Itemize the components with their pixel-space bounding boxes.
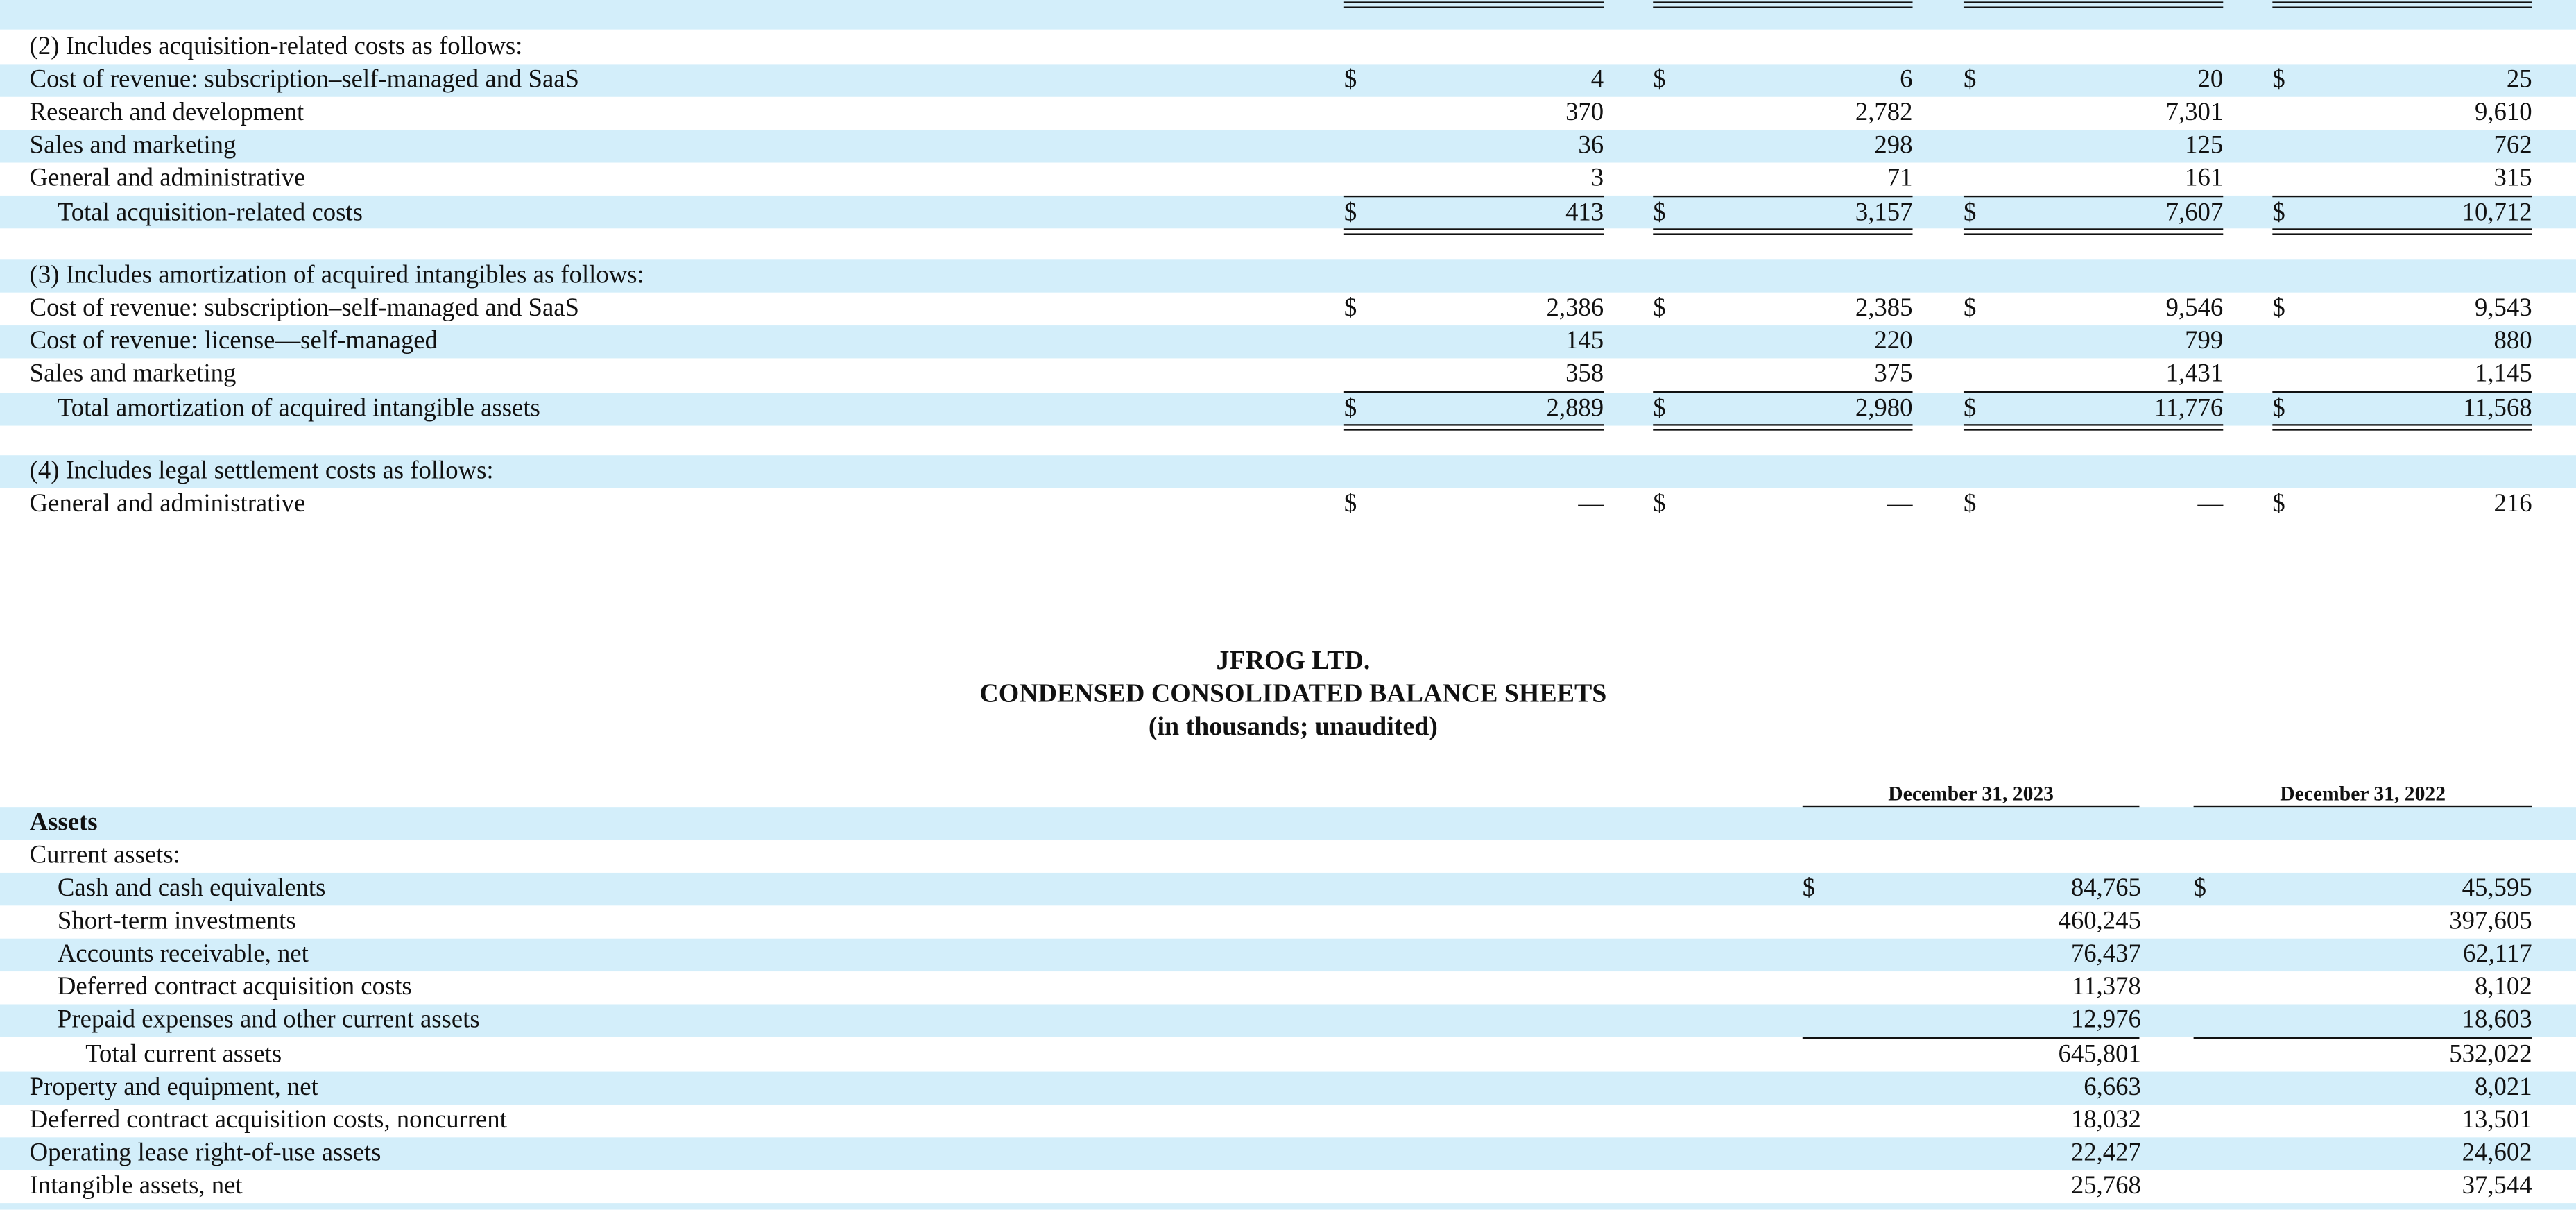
cell-value: 45,595 (2462, 874, 2532, 903)
total-value: 7,607 (2165, 198, 2224, 227)
double-rule (1653, 1, 1912, 8)
cell-value: 799 (2185, 327, 2224, 355)
cell-value: 315 (2493, 164, 2532, 193)
cell-value: 2,386 (1546, 294, 1604, 323)
cell-value: 145 (1565, 327, 1604, 355)
total-label: Total acquisition-related costs (57, 198, 363, 227)
cell-value: 25,768 (2070, 1172, 2141, 1200)
cell-value: 6 (1900, 65, 1913, 94)
cell-value: 71 (1887, 164, 1913, 193)
row-band (0, 807, 2576, 840)
row-band (0, 1203, 2576, 1209)
cell-value: 1,431 (2165, 359, 2224, 389)
double-rule (1964, 424, 2223, 430)
row-label: Property and equipment, net (29, 1073, 318, 1102)
total-value: 3,157 (1855, 198, 1913, 227)
row-label: Cash and cash equivalents (57, 874, 326, 903)
currency-symbol: $ (2193, 874, 2206, 903)
total-value: 10,712 (2462, 198, 2532, 227)
row-label: Deferred contract acquisition costs, noncurrent (29, 1106, 507, 1134)
cell-value: 6,663 (2084, 1073, 2141, 1102)
cell-value: 62,117 (2462, 940, 2532, 969)
currency-symbol: $ (1653, 65, 1666, 94)
currency-symbol: $ (1653, 294, 1666, 323)
section-heading: (4) Includes legal settlement costs as follows: (29, 457, 494, 485)
row-label: Intangible assets, net (29, 1172, 243, 1200)
currency-symbol: $ (1653, 198, 1666, 227)
cell-value: 1,145 (2475, 359, 2532, 389)
cell-value: 216 (2493, 489, 2532, 518)
double-rule (1964, 228, 2223, 235)
currency-symbol: $ (1343, 489, 1357, 518)
row-label: Cost of revenue: subscription–self-managed and SaaS (29, 65, 579, 94)
cell-value: 358 (1565, 359, 1604, 389)
cell-value: — (2197, 489, 2224, 518)
cell-value: 24,602 (2462, 1139, 2532, 1167)
currency-symbol: $ (1802, 874, 1816, 903)
row-label: General and administrative (29, 164, 306, 193)
double-rule (1344, 424, 1604, 430)
cell-value: 9,543 (2475, 294, 2532, 323)
currency-symbol: $ (1963, 394, 1977, 423)
currency-symbol: $ (1343, 198, 1357, 227)
cell-value: 2,782 (1855, 99, 1913, 127)
row-band (0, 1072, 2576, 1105)
row-band (0, 873, 2576, 905)
row-label: Prepaid expenses and other current assets (57, 1005, 480, 1034)
cell-value: 36 (1578, 131, 1604, 160)
cell-value: 220 (1874, 327, 1913, 355)
row-label: Accounts receivable, net (57, 940, 309, 969)
cell-value: 76,437 (2070, 940, 2141, 969)
double-rule (2272, 1, 2532, 8)
cell-value: 7,301 (2165, 99, 2224, 127)
subsection-heading: Current assets: (29, 841, 180, 870)
cell-value: 11,378 (2072, 973, 2141, 1001)
double-rule (1653, 424, 1912, 430)
cell-value: 25 (2506, 65, 2532, 94)
cell-value: 18,032 (2070, 1106, 2141, 1134)
cell-value: 84,765 (2070, 874, 2141, 903)
double-rule (1964, 1, 2223, 8)
row-band (0, 939, 2576, 971)
statement-subtitle: (in thousands; unaudited) (1148, 713, 1438, 742)
double-rule (2272, 228, 2532, 235)
section-heading: (3) Includes amortization of acquired intangibles as follows: (29, 261, 644, 289)
cell-value: 3 (1590, 164, 1604, 193)
cell-value: 18,603 (2462, 1005, 2532, 1034)
cell-value: 298 (1874, 131, 1913, 160)
cell-value: 12,976 (2070, 1005, 2141, 1034)
section-heading: (2) Includes acquisition-related costs as follows: (29, 33, 523, 61)
cell-value: 22,427 (2070, 1139, 2141, 1167)
double-rule (1344, 228, 1604, 235)
cell-value: 9,610 (2475, 99, 2532, 127)
cell-value: 4 (1590, 65, 1604, 94)
currency-symbol: $ (1343, 394, 1357, 423)
header-rule (2194, 806, 2532, 807)
subtotal-rule (1344, 196, 1604, 197)
currency-symbol: $ (1653, 394, 1666, 423)
cell-value: 370 (1565, 99, 1604, 127)
cell-value: 20 (2197, 65, 2224, 94)
total-value: 413 (1565, 198, 1604, 227)
double-rule (2272, 424, 2532, 430)
column-header: December 31, 2022 (2280, 782, 2446, 806)
currency-symbol: $ (2272, 489, 2285, 518)
currency-symbol: $ (1963, 65, 1977, 94)
cell-value: 161 (2185, 164, 2224, 193)
currency-symbol: $ (2272, 394, 2285, 423)
cell-value: 8,102 (2475, 973, 2532, 1001)
cell-value: 9,546 (2165, 294, 2224, 323)
cell-value: 8,021 (2475, 1073, 2532, 1102)
cell-value: 2,385 (1855, 294, 1913, 323)
total-value: 11,776 (2154, 394, 2224, 423)
total-value: 2,980 (1855, 394, 1913, 423)
currency-symbol: $ (1963, 198, 1977, 227)
currency-symbol: $ (2272, 65, 2285, 94)
currency-symbol: $ (1653, 489, 1666, 518)
row-label: Sales and marketing (29, 131, 237, 160)
currency-symbol: $ (2272, 294, 2285, 323)
cell-value: 762 (2493, 131, 2532, 160)
row-label: Cost of revenue: subscription–self-managed and SaaS (29, 294, 579, 323)
double-rule (1653, 228, 1912, 235)
cell-value: 397,605 (2449, 907, 2532, 935)
row-label: Deferred contract acquisition costs (57, 973, 412, 1001)
currency-symbol: $ (1963, 294, 1977, 323)
column-header: December 31, 2023 (1888, 782, 2054, 806)
currency-symbol: $ (1343, 294, 1357, 323)
cell-value: 13,501 (2462, 1106, 2532, 1134)
cell-value: — (1578, 489, 1604, 518)
total-label: Total current assets (85, 1040, 282, 1068)
cell-value: 375 (1874, 359, 1913, 389)
row-label: General and administrative (29, 489, 306, 518)
row-label: Research and development (29, 99, 304, 127)
currency-symbol: $ (2272, 198, 2285, 227)
total-label: Total amortization of acquired intangible assets (57, 394, 540, 423)
row-band (0, 1137, 2576, 1170)
currency-symbol: $ (1343, 65, 1357, 94)
cell-value: 460,245 (2058, 907, 2141, 935)
company-name: JFROG LTD. (1216, 647, 1371, 676)
row-label: Operating lease right-of-use assets (29, 1139, 381, 1167)
cell-value: 880 (2493, 327, 2532, 355)
total-value: 11,568 (2462, 394, 2532, 423)
total-value: 645,801 (2058, 1040, 2141, 1068)
row-label: Short-term investments (57, 907, 296, 935)
cell-value: 37,544 (2462, 1172, 2532, 1200)
row-label: Sales and marketing (29, 359, 237, 389)
cell-value: 125 (2185, 131, 2224, 160)
header-rule (1803, 806, 2140, 807)
cell-value: — (1887, 489, 1913, 518)
section-heading: Assets (29, 808, 98, 837)
row-label: Cost of revenue: license—self-managed (29, 327, 438, 355)
total-value: 2,889 (1546, 394, 1604, 423)
total-value: 532,022 (2449, 1040, 2532, 1068)
statement-title: CONDENSED CONSOLIDATED BALANCE SHEETS (979, 680, 1607, 709)
currency-symbol: $ (1963, 489, 1977, 518)
double-rule (1344, 1, 1604, 8)
